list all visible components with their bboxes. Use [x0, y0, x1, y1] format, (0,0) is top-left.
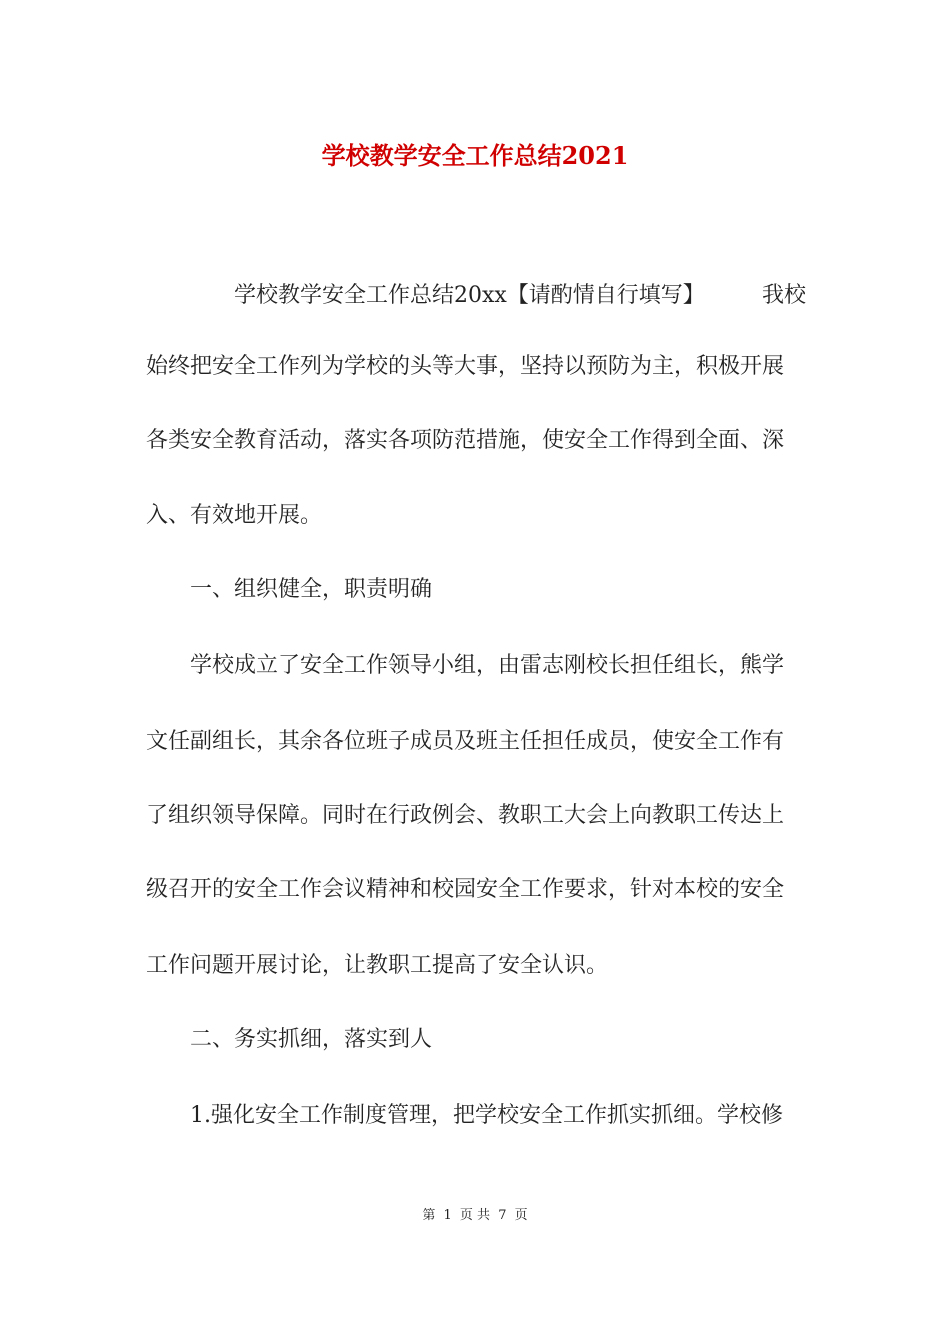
- paragraph-line: 工作问题开展讨论，让教职工提高了安全认识。: [146, 953, 609, 978]
- paragraph-line: 始终把安全工作列为学校的头等大事，坚持以预防为主，积极开展: [146, 354, 785, 379]
- section-heading-2: 二、务实抓细，落实到人: [190, 1027, 433, 1052]
- paragraph-line-heading: 学校教学安全工作总结20xx【请酌情自行填写】: [234, 283, 705, 308]
- footer-middle: 页 共: [459, 1208, 491, 1223]
- page-footer: [0, 1206, 950, 1226]
- footer-prefix: 第: [422, 1208, 436, 1223]
- footer-total-pages: 7: [498, 1208, 507, 1223]
- section-heading-1: 一、组织健全，职责明确: [190, 577, 433, 602]
- paragraph-line: 各类安全教育活动，落实各项防范措施，使安全工作得到全面、深: [146, 428, 785, 453]
- footer-suffix: 页: [514, 1208, 528, 1223]
- paragraph-line: 了组织领导保障。同时在行政例会、教职工大会上向教职工传达上: [146, 803, 785, 828]
- footer-page-number: 1: [443, 1208, 452, 1223]
- paragraph-line: 文任副组长，其余各位班子成员及班主任担任成员，使安全工作有: [146, 729, 785, 754]
- paragraph-line: 我校: [762, 283, 807, 308]
- paragraph-line: 学校成立了安全工作领导小组，由雷志刚校长担任组长，熊学: [190, 653, 785, 678]
- paragraph-line: 1.强化安全工作制度管理，把学校安全工作抓实抓细。学校修: [190, 1103, 783, 1128]
- paragraph-line: 入、有效地开展。: [146, 503, 323, 528]
- paragraph-line: 级召开的安全工作会议精神和校园安全工作要求，针对本校的安全: [146, 877, 785, 902]
- document-title: 学校教学安全工作总结2021: [321, 141, 629, 170]
